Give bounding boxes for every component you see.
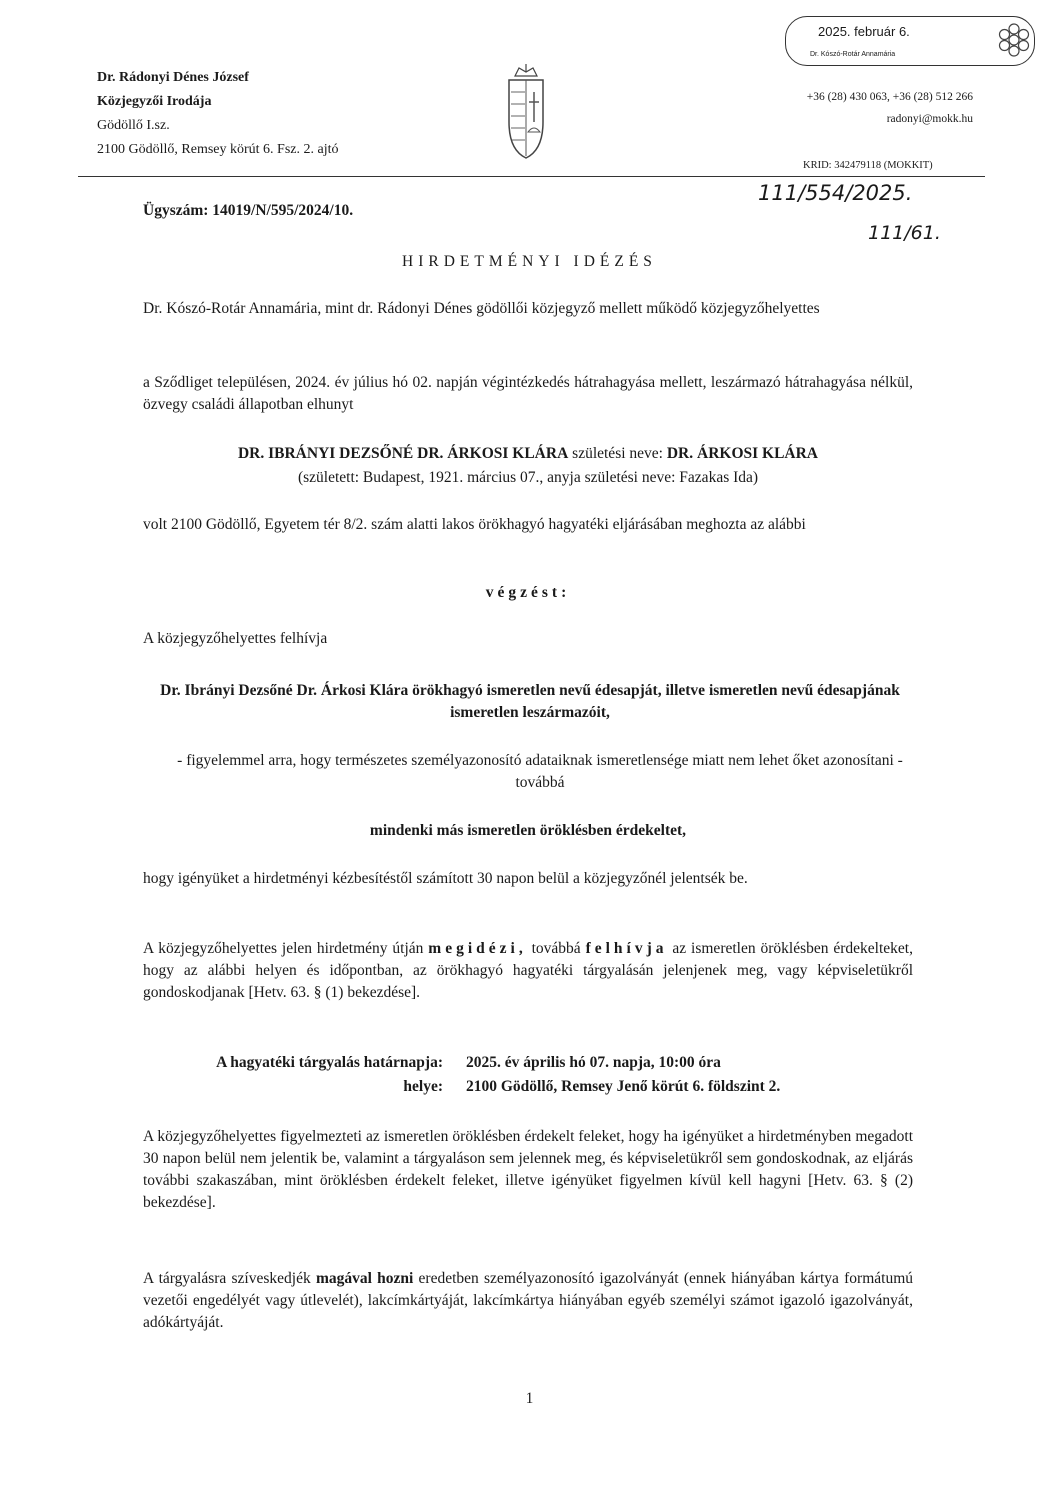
hearing-date-label: A hagyatéki tárgyalás határnapja: [216, 1054, 443, 1071]
office-seat: Gödöllő I.sz. [97, 118, 170, 133]
office-type: Közjegyzői Irodája [97, 94, 212, 109]
death-info-paragraph: a Sződliget településen, 2024. év július hó 02. napján végintézkedés hátrahagyása mellett, leszármazó hátrahagyása nélkül, özvegy családi állapotban elhunyt [143, 374, 913, 413]
header-divider [78, 176, 985, 177]
claim-deadline-paragraph: hogy igényüket a hirdetményi kézbesítéstől számított 30 napon belül a közjegyzőnél jelentsék be. [143, 870, 748, 887]
note-line: - figyelemmel arra, hogy természetes személyazonosító adataiknak ismeretlensége miatt nem lehet őket azonosítani - továbbá [177, 752, 903, 791]
bring-documents-paragraph [143, 1268, 913, 1334]
calls-on-line: A közjegyzőhelyettes felhívja [143, 630, 328, 647]
office-name: Dr. Rádonyi Dénes József [97, 70, 249, 85]
stamp-date: 2025. február 6. [818, 24, 910, 39]
notary-seal-icon [994, 20, 1034, 60]
bring-part1: A tárgyalásra szíveskedjék [143, 1270, 311, 1287]
hearing-place-value: 2100 Gödöllő, Remsey Jenő körút 6. földszint 2. [466, 1078, 781, 1095]
everyone-line: mindenki más ismeretlen öröklésben érdekeltet, [369, 822, 687, 839]
hearing-date-value: 2025. év április hó 07. napja, 10:00 óra [466, 1054, 721, 1071]
summons-verb2: felhívja [585, 940, 668, 957]
bring-part2: eredetben személyazonosító igazolványát (ennek hiányában kártya formátumú vezetői engedélyét vagy útlevelét), lakcímkártyáját, lakcímkártya hiányában egyéb személyi számot igazoló igazolványát, adókártyáját. [143, 1270, 913, 1331]
handwritten-number: 111/554/2025. [758, 181, 913, 205]
birth-name-label: születési neve: [572, 445, 663, 462]
krid-id: KRID: 342479118 (MOKKIT) [803, 160, 933, 171]
deceased-name: DR. IBRÁNYI DEZSŐNÉ DR. ÁRKOSI KLÁRA [237, 445, 569, 462]
bring-bold: magával hozni [315, 1270, 414, 1287]
office-address: 2100 Gödöllő, Remsey körút 6. Fsz. 2. ajtó [97, 142, 339, 157]
warning-paragraph: A közjegyzőhelyettes figyelmezteti az ismeretlen öröklésben érdekelt feleket, hogy ha igényüket a hirdetményben megadott 30 napon belül nem jelentik be, valamint a tárgyaláson sem jelennek meg, és képviseletükről sem gondoskodnak, az eljárás további szakaszában, mint öröklésben érdekelt feleket, illetve igényüket figyelmen kívül kell hagyni [Hetv. 63. § (2) bekezdése]. [143, 1128, 913, 1211]
addressees: Dr. Ibrányi Dezsőné Dr. Árkosi Klára örökhagyó ismeretlen nevű édesapját, illetve ismeretlen nevű édesapjának ismeretlen leszármazóit, [160, 682, 900, 721]
coat-of-arms-icon [503, 62, 549, 162]
summons-part1: A közjegyzőhelyettes jelen hirdetmény útján [143, 940, 424, 957]
contact-info [807, 86, 973, 130]
email-address: radonyi@mokk.hu [886, 113, 973, 125]
hearing-place-label: helye: [403, 1078, 443, 1095]
residence-paragraph: volt 2100 Gödöllő, Egyetem tér 8/2. szám alatti lakos örökhagyó hagyatéki eljárásában meghozta az alábbi [143, 516, 806, 533]
summons-verb1: megidézi, [428, 940, 527, 957]
summons-paragraph [143, 938, 913, 1004]
stamp-name: Dr. Kószó-Rotár Annamária [810, 51, 896, 58]
deceased-details: (született: Budapest, 1921. március 07., anyja születési neve: Fazakas Ida) [297, 469, 759, 486]
handwritten-subnumber: 111/61. [868, 222, 941, 244]
decision-word: végzést: [485, 584, 571, 601]
deceased-block [143, 442, 913, 490]
page-number: 1 [525, 1390, 534, 1407]
office-letterhead [97, 66, 339, 162]
intro-paragraph: Dr. Kószó-Rotár Annamária, mint dr. Rádonyi Dénes gödöllői közjegyző mellett működő közjegyzőhelyettes [143, 300, 820, 317]
case-number: Ügyszám: 14019/N/595/2024/10. [143, 202, 354, 219]
phone-numbers: +36 (28) 430 063, +36 (28) 512 266 [806, 91, 973, 103]
deceased-birth-name: DR. ÁRKOSI KLÁRA [666, 445, 818, 462]
summons-part3: az ismeretlen öröklésben érdekelteket, hogy az alábbi helyen és időpontban, az örökhagyó hagyatéki tárgyalásán jelenjenek meg, vagy képviseletükről gondoskodjanak [Hetv. 63. § (1) bekezdése]. [143, 940, 913, 1001]
document-title: HIRDETMÉNYI IDÉZÉS [402, 253, 657, 270]
summons-part2: továbbá [531, 940, 581, 957]
